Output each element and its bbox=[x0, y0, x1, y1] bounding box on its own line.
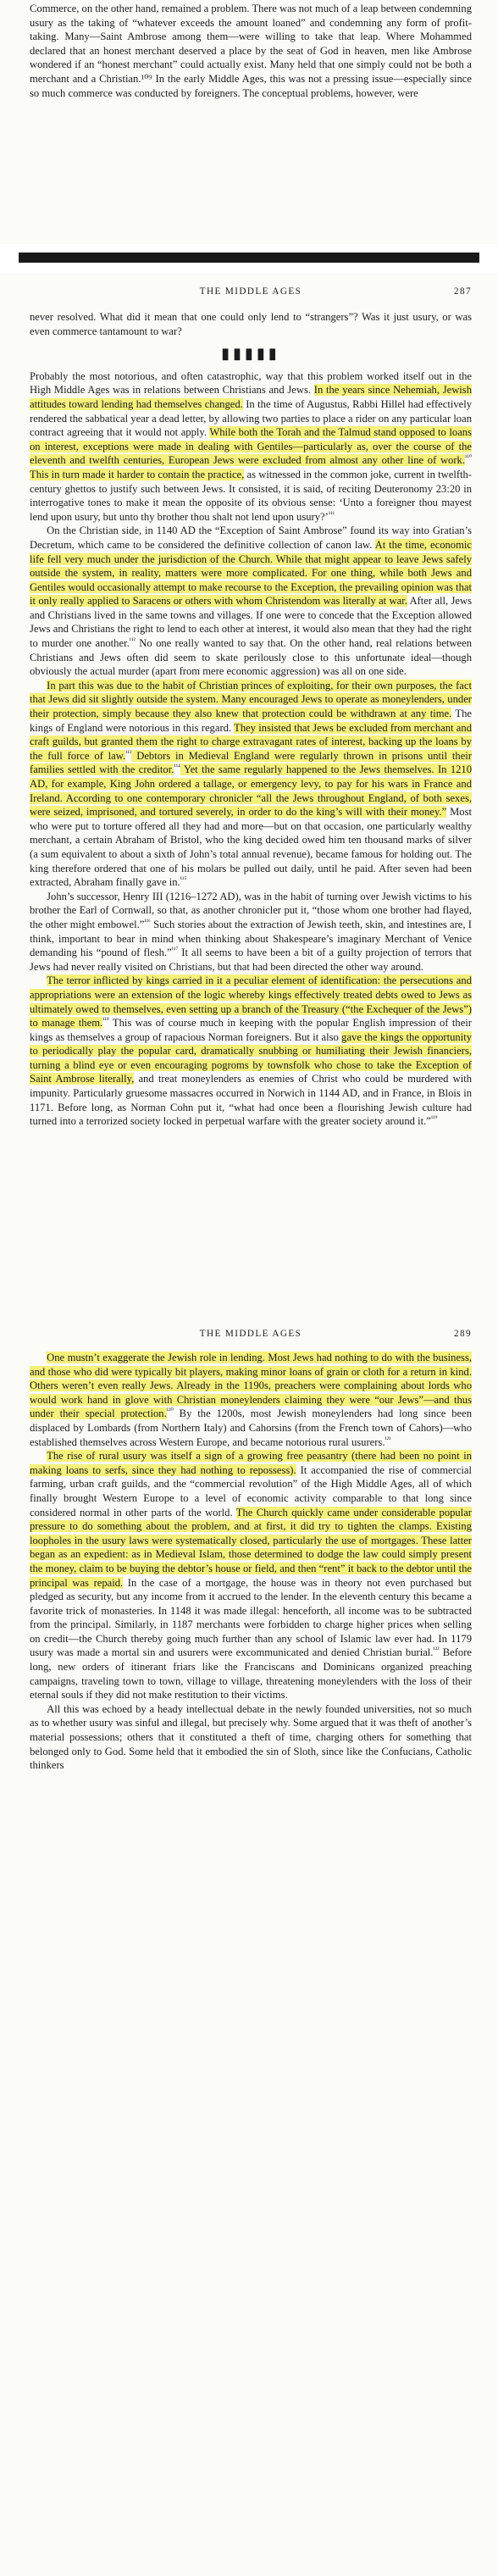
highlight: The terror inflicted by kings carried in it a peculiar element of identification: the persecutions and appropriations were an extension of the logic whereby kings effectively treated debts owed to Jews as ultimately owed to themselves, even setting up a branch of the Treasury (“the Exchequer of the Jews”) to manage them. bbox=[30, 974, 472, 1030]
highlight: The Church quickly came under considerable popular pressure to do something about the problem, and at first, it did try to tighten the clamps. Existing loopholes in the usury laws were systematically closed, particularly the use of mortgages. These latter began as an expedient: as in Medieval Islam, those determined to dodge the law could simply present the money, claim to be buying the debtor’s house or field, and then “rent” it back to the debtor until the principal was repaid. bbox=[30, 1506, 472, 1589]
highlight: In the years since Nehemiah, Jewish attitudes toward lending had themselves changed. bbox=[30, 384, 472, 410]
highlight: One mustn’t exaggerate the Jewish role in lending. Most Jews had nothing to do with the business, and those who did were typically bit players, making minor loans of grain or cloth for a return in kind. Others weren’t even really Jews. Already in the 1190s, preachers were complaining about lords who would work hand in glove with Christian moneylenders claiming they were “our Jews”—and thus under their special protection. bbox=[30, 1352, 472, 1420]
footnote-ref: ¹²⁰ bbox=[166, 1407, 174, 1415]
footnote-ref: ¹¹⁸ bbox=[102, 1015, 109, 1024]
paragraph: All this was echoed by a heady intellectual debate in the newly founded universities, not so much as to whether usury was sinful and illegal, but precisely why. Some argued that it was theft of another’s material possessions; others that it constituted a theft of time, charging others for something that belonged only to God. Some held that it embodied the sin of Sloth, since like the Confucians, Catholic thinkers bbox=[30, 1702, 472, 1772]
footnote-ref: ¹¹⁰ bbox=[464, 453, 472, 462]
highlight: They insisted that Jews be excluded from merchant and craft guilds, but granted them the right to charge extravagant rates of interest, backing up the loans by the full force of law. bbox=[30, 721, 472, 762]
paragraph: The terror inflicted by kings carried in it a peculiar element of identification: the persecutions and appropriations were an extension of the logic whereby kings effectively treated debts owed to Jews as ultimately owed to themselves, even setting up a branch of the Treasury (“the Exchequer of the Jews”) to manage them.$^{^{118}}$ This was of course much in keeping with the popular English impression of their kings as themselves a group of rapacious Norman foreigners. But it also gave the kings the opportunity to periodically play the popular card, dramatically snubbing or humiliating their Jewish financiers, turning a blind eye or even encouraging pogroms by townsfolk who chose to take the Exception of Saint Ambrose literally, and treat moneylenders as enemies of Christ who could be murdered with impunity. Particularly gruesome massacres occurred in Norwich in 1144 AD, and in France, in Blois in 1171. Before long, as Norman Cohn put it, “what had once been a flourishing Jewish culture had turned into a terrorized society locked in perpetual warfare with the greater society around it.”$^{^{119}}$ bbox=[30, 974, 473, 1128]
highlight: The rise of rural usury was itself a sign of a growing free peasantry (there had been no point in making loans to serfs, since they had nothing to repossess). bbox=[30, 1450, 472, 1476]
highlight: Yet the same regularly happened to the Jews themselves. In 1210 AD, for example, King John ordered a tallage, or emergency levy, to pay for his wars in France and Ireland. According to one contemporary chronicler “all the Jews throughout England, of both sexes, were seized, imprisoned, and tortured severely, in order to do the king’s will with their money.” bbox=[30, 763, 473, 819]
highlight: gave the kings the opportunity to periodically play the popular card, dramatically snubbing or humiliating their Jewish financiers, turning a blind eye or even encouraging pogroms by townsfolk who chose to take the Exception of Saint Ambrose literally, bbox=[30, 1030, 473, 1085]
book-page-287 bbox=[0, 273, 498, 1325]
paragraph: Probably the most notorious, and often catastrophic, way that this problem worked itself out in the High Middle Ages was in relations between Christians and Jews. In the years since Nehemiah, Jewish attitudes toward lending had themselves changed. In the time of Augustus, Rabbi Hillel had effectively rendered the sabbatical year a dead letter, by allowing two parties to place a rider on any particular loan contract agreeing that it would not apply. While both the Torah and the Talmud stand opposed to loans on interest, exceptions were made in dealing with Gentiles—particularly as, over the course of the eleventh and twelfth centuries, European Jews were excluded from almost any other line of work.$^{^{110}}$ This in turn made it harder to contain the practice, as witnessed in the common joke, current in twelfth-century ghettos to justify such between Jews. It consisted, it is said, of reciting Deuteronomy 23:20 in interrogative tones to make it mean the opposite of its obvious sense: ‘Unto a foreigner thou mayest lend upon usury, but unto thy brother thou shalt not lend upon usury?’$^{^{111}}$ bbox=[30, 369, 473, 523]
highlight: At the time, economic life fell very much under the jurisdiction of the Church. While that might appear to leave Jews safely outside the system, in reality, matters were more complicated. For one thing, while both Jews and Gentiles would occasionally attempt to make recourse to the Exception, the prevailing opinion was that it only really applied to Saracens or others with whom Christendom was literally at war. bbox=[30, 538, 472, 608]
highlight: Debtors in Medieval England were regularly thrown in prisons until their families settled with the creditor. bbox=[30, 749, 472, 776]
highlight: In part this was due to the habit of Christian princes of exploiting, for their own purposes, the fact that Jews did sit slightly outside the system. Many encouraged Jews to operate as moneylenders, under their protection, simply because they also knew that protection could be withdrawn at any time. bbox=[30, 679, 472, 720]
section-divider: ▮▮▮▮▮ bbox=[221, 345, 280, 363]
paragraph: On the Christian side, in 1140 AD the “Exception of Saint Ambrose” found its way into Gratian’s Decretum, which came to be considered the definitive collection of canon law. At the time, economic life fell very much under the jurisdiction of the Church. While that might appear to leave Jews safely outside the system, in reality, matters were more complicated. For one thing, while both Jews and Gentiles would occasionally attempt to make recourse to the Exception, the prevailing opinion was that it only really applied to Saracens or others with whom Christendom was literally at war. After all, Jews and Christians lived in the same towns and villages. If one were to concede that the Exception allowed Jews and Christians the right to lend to each other at interest, it would also mean that they had the right to murder one another.$^{^{112}}$ No one really wanted to say that. On the other hand, real relations between Christians and Jews often did seem to skate perilously close to this unfortunate ideal—though obviously the actual murder (apart from mere economic aggression) was all on one side. bbox=[30, 525, 472, 678]
paragraph: Commerce, on the other hand, remained a problem. There was not much of a leap between condemning usury as the taking of “whatever exceeds the amount loaned” and condemning any form of profit-taking. Many—Saint Ambrose among them—were willing to take that leap. Where Mohammed declared that an honest merchant deserved a place by the seat of God in heaven, men like Ambrose wondered if an “honest merchant” could actually exist. Many held that one simply could not be both a merchant and a Christian.¹⁰⁹ In the early Middle Ages, this was not a pressing issue—especially since so much commerce was conducted by foreigners. The conceptual problems, however, were bbox=[30, 3, 472, 99]
page-separator-bar bbox=[19, 253, 479, 263]
page-number: 287 bbox=[454, 286, 472, 297]
page-gutter bbox=[0, 244, 498, 273]
book-page-289 bbox=[0, 1325, 498, 2576]
paragraph: The rise of rural usury was itself a sign of a growing free peasantry (there had been no point in making loans to serfs, since they had nothing to repossess). It accompanied the rise of commercial farming, urban craft guilds, and the “commercial revolution” of the High Middle Ages, all of which finally brought Western Europe to a level of economic activity comparable to that long since considered normal in other parts of the world. The Church quickly came under considerable popular pressure to do something about the problem, and at first, it did try to tighten the clamps. Existing loopholes in the usury laws were systematically closed, particularly the use of mortgages. These latter began as an expedient: as in Medieval Islam, those determined to dodge the law could simply present the money, claim to be buying the debtor’s house or field, and then “rent” it back to the debtor until the principal was repaid. In the case of a mortgage, the house was in theory not even purchased but pledged as security, but any income from it accrued to the lender. In the eleventh century this became a favorite trick of monasteries. In 1148 it was made illegal: henceforth, all income was to be subtracted from the principal. Similarly, in 1187 merchants were forbidden to charge higher prices when selling on credit—the Church thereby going much further than any school of Islamic law ever had. In 1179 usury was made a mortal sin and usurers were excommunicated and denied Christian burial.$^{^{122}}$ Before long, new orders of itinerant friars like the Franciscans and Dominicans organized preaching campaigns, traveling town to town, village to village, threatening moneylenders with the loss of their eternal souls if they did not make restitution to their victims. bbox=[30, 1450, 473, 1702]
footnote-ref: ¹²² bbox=[433, 1646, 440, 1654]
intro-paragraph: never resolved. What did it mean that one could only lend to “strangers”? Was it just usury, or was even commerce tantamount to war? bbox=[30, 311, 472, 337]
highlight: This in turn made it harder to contain the practice, bbox=[30, 468, 245, 480]
running-title: THE MIDDLE AGES bbox=[199, 1329, 302, 1339]
highlight: While both the Torah and the Talmud stand opposed to loans on interest, exceptions were made in dealing with Gentiles—particularly as, over the course of the eleventh and twelfth centuries, European Jews were excluded from almost any other line of work. bbox=[30, 426, 472, 467]
body-text bbox=[30, 2, 472, 100]
footnote-ref: ¹¹⁷ bbox=[171, 945, 179, 953]
book-page-286-fragment bbox=[0, 0, 498, 244]
body-text bbox=[30, 310, 472, 1129]
footnote-ref: ¹²¹ bbox=[385, 1435, 391, 1443]
footnote-ref: ¹¹⁵ bbox=[180, 874, 187, 883]
footnote-ref: ¹¹⁶ bbox=[144, 917, 151, 925]
page-number: 289 bbox=[454, 1329, 472, 1339]
paragraph: One mustn’t exaggerate the Jewish role in lending. Most Jews had nothing to do with the business, and those who did were typically bit players, making minor loans of grain or cloth for a return in kind. Others weren’t even really Jews. Already in the 1190s, preachers were complaining about lords who would work hand in glove with Christian moneylenders claiming they were “our Jews”—and thus under their special protection.$^{^{120}}$ By the 1200s, most Jewish moneylenders had long since been displaced by Lombards (from Northern Italy) and Cahorsins (from the French town of Cahors)—who established themselves across Western Europe, and became notorious rural usurers.$^{^{121}}$ bbox=[30, 1352, 472, 1448]
footnote-ref: ¹¹² bbox=[129, 636, 136, 644]
body-text bbox=[30, 1351, 472, 1773]
footnote-ref: ¹¹¹ bbox=[328, 509, 335, 518]
running-title: THE MIDDLE AGES bbox=[199, 286, 302, 297]
paragraph: In part this was due to the habit of Christian princes of exploiting, for their own purposes, the fact that Jews did sit slightly outside the system. Many encouraged Jews to operate as moneylenders, under their protection, simply because they also knew that protection could be withdrawn at any time. The kings of England were notorious in this regard. They insisted that Jews be excluded from merchant and craft guilds, but granted them the right to charge extravagant rates of interest, backing up the loans by the full force of law.$^{^{113}}$ Debtors in Medieval England were regularly thrown in prisons until their families settled with the creditor.$^{^{114}}$ Yet the same regularly happened to the Jews themselves. In 1210 AD, for example, King John ordered a tallage, or emergency levy, to pay for his wars in France and Ireland. According to one contemporary chronicler “all the Jews throughout England, of both sexes, were seized, imprisoned, and tortured severely, in order to do the king’s will with their money.” Most who were put to torture offered all they had and more—but on that occasion, one particularly wealthy merchant, a certain Abraham of Bristol, who the king decided owed him ten thousand marks of silver (a sum equivalent to about a sixth of John’s total annual revenue), became famous for holding out. The king therefore ordered that one of his molars be pulled out daily, until he paid. After seven had been extracted, Abraham finally gave in.$^{^{115}}$ bbox=[30, 679, 473, 889]
paragraph: John’s successor, Henry III (1216–1272 AD), was in the habit of turning over Jewish victims to his brother the Earl of Cornwall, so that, as another chronicler put it, “those whom one brother had flayed, the other might embowel.”$^{^{116}}$ Such stories about the extraction of Jewish teeth, skin, and intestines are, I think, important to bear in mind when thinking about Shakespeare’s imaginary Merchant of Venice demanding his “pound of flesh.”$^{^{117}}$ It all seems to have been a bit of a guilty projection of terrors that Jews had never really visited on Christians, but that had been directed the other way around. bbox=[30, 890, 472, 973]
footnote-ref: ¹¹³ bbox=[125, 748, 132, 757]
footnote-ref: ¹¹⁴ bbox=[174, 763, 180, 771]
footnote-ref: ¹¹⁹ bbox=[430, 1114, 438, 1123]
